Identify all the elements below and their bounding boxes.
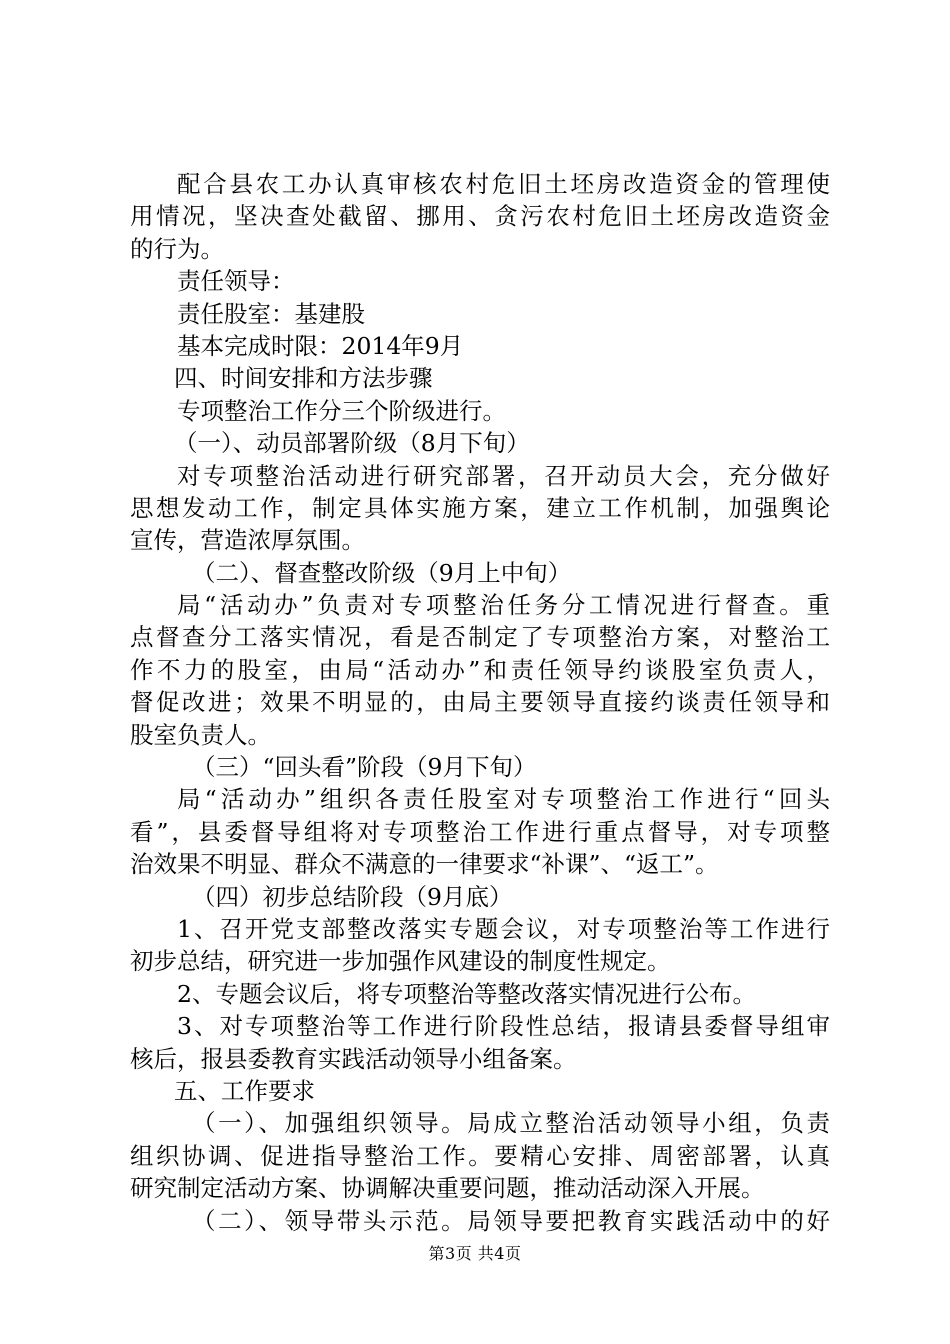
paragraph-line: 对专项整治活动进行研究部署，召开动员大会，充分做好 [177, 461, 830, 490]
paragraph-line: 配合县农工办认真审核农村危旧土坯房改造资金的管理使 [177, 170, 830, 198]
paragraph-line: 研究制定活动方案、协调解决重要问题，推动活动深入开展。 [130, 1174, 765, 1203]
paragraph-line: 看”，县委督导组将对专项整治工作进行重点督导，对专项整 [130, 817, 830, 846]
paragraph-line: 点督查分工落实情况，看是否制定了专项整治方案，对整治工 [130, 623, 830, 652]
paragraph-line: 组织协调、促进指导整治工作。要精心安排、周密部署，认真 [130, 1141, 830, 1170]
paragraph-line: 初步总结，研究进一步加强作风建设的制度性规定。 [130, 947, 671, 976]
paragraph-line: 责任股室：基建股 [177, 299, 365, 328]
paragraph-line: 宣传，营造浓厚氛围。 [130, 526, 365, 555]
paragraph-line: 督促改进；效果不明显的，由局主要领导直接约谈责任领导和 [130, 688, 830, 717]
paragraph-line: 治效果不明显、群众不满意的一律要求“补课”、“返工”。 [130, 850, 719, 879]
subsection-heading: （一）、动员部署阶级（8月下旬） [174, 429, 530, 458]
page-number-footer: 第3页 共4页 [428, 1244, 522, 1263]
paragraph-line: 局“活动办”负责对专项整治任务分工情况进行督查。重 [177, 591, 830, 620]
paragraph-line: 2、专题会议后，将专项整治等整改落实情况进行公布。 [177, 979, 756, 1008]
paragraph-line: 股室负责人。 [130, 720, 271, 749]
paragraph-line: 核后，报县委教育实践活动领导小组备案。 [130, 1044, 577, 1073]
subsection-heading: （二）、督查整改阶级（9月上中旬） [192, 558, 572, 587]
paragraph-line: 思想发动工作，制定具体实施方案，建立工作机制，加强舆论 [130, 493, 830, 522]
paragraph-line: 1、召开党支部整改落实专题会议，对专项整治等工作进行 [177, 914, 830, 943]
section-heading: 四、时间安排和方法步骤 [174, 364, 433, 393]
paragraph-line: （一）、加强组织领导。局成立整治活动领导小组，负责 [192, 1109, 830, 1138]
paragraph-line: 局“活动办”组织各责任股室对专项整治工作进行“回头 [177, 785, 830, 814]
paragraph-line: 作不力的股室，由局“活动办”和责任领导约谈股室负责人， [130, 655, 830, 684]
subsection-heading: （四）初步总结阶段（9月底） [192, 882, 513, 911]
paragraph-line: 责任领导： [177, 267, 295, 296]
paragraph-line: 3、对专项整治等工作进行阶段性总结，报请县委督导组审 [177, 1012, 830, 1041]
paragraph-line: 的行为。 [130, 234, 224, 263]
paragraph-line: （二）、领导带头示范。局领导要把教育实践活动中的好 [192, 1206, 830, 1235]
document-body [130, 168, 830, 1237]
subsection-heading: （三）“回头看”阶段（9月下旬） [192, 753, 537, 782]
paragraph-line: 专项整治工作分三个阶级进行。 [177, 396, 506, 425]
paragraph-line: 基本完成时限：2014年9月 [177, 331, 464, 360]
section-heading: 五、工作要求 [174, 1076, 315, 1105]
paragraph-line: 用情况，坚决查处截留、挪用、贪污农村危旧土坯房改造资金 [130, 202, 830, 231]
